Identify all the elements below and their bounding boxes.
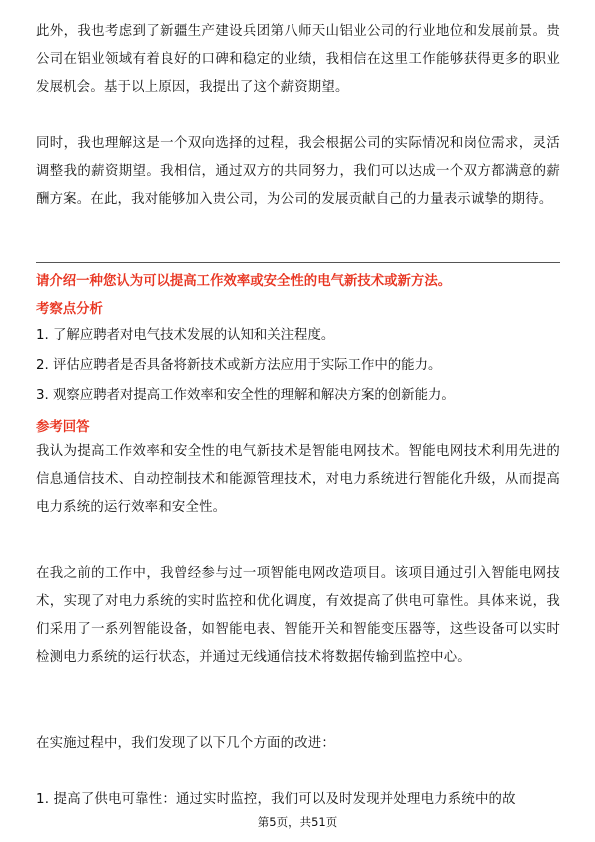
section-divider bbox=[36, 262, 560, 263]
answer-list-item: 1. 提高了供电可靠性：通过实时监控，我们可以及时发现并处理电力系统中的故 bbox=[36, 792, 516, 807]
analysis-item: 2. 评估应聘者是否具备将新技术或新方法应用于实际工作中的能力。 bbox=[36, 358, 442, 373]
answer-paragraph: 在我之前的工作中，我曾经参与过一项智能电网改造项目。该项目通过引入智能电网技术，实现了对电力系统的实时监控和优化调度，有效提高了供电可靠性。具体来说，我们采用了一系列智能设备，如智能电表、智能开关和智能变压器等，这些设备可以实时检测电力系统的运行状态，并通过无线通信技术将数据传输到监控中心。 bbox=[36, 566, 560, 665]
analysis-heading: 考察点分析 bbox=[36, 302, 103, 317]
page-number: 第5页，共51页 bbox=[257, 815, 338, 829]
question-title: 请介绍一种您认为可以提高工作效率或安全性的电气新技术或新方法。 bbox=[36, 274, 452, 289]
answer-heading: 参考回答 bbox=[36, 420, 90, 435]
analysis-item: 1. 了解应聘者对电气技术发展的认知和关注程度。 bbox=[36, 328, 335, 343]
answer-paragraph: 在实施过程中，我们发现了以下几个方面的改进： bbox=[36, 736, 335, 751]
answer-paragraph: 我认为提高工作效率和安全性的电气新技术是智能电网技术。智能电网技术利用先进的信息通信技术、自动控制技术和能源管理技术，对电力系统进行智能化升级，从而提高电力系统的运行效率和安全性。 bbox=[36, 444, 560, 515]
body-paragraph: 此外，我也考虑到了新疆生产建设兵团第八师天山铝业公司的行业地位和发展前景。贵公司在铝业领域有着良好的口碑和稳定的业绩，我相信在这里工作能够获得更多的职业发展机会。基于以上原因，我提出了这个薪资期望。 bbox=[36, 24, 560, 95]
body-paragraph: 同时，我也理解这是一个双向选择的过程，我会根据公司的实际情况和岗位需求，灵活调整我的薪资期望。我相信，通过双方的共同努力，我们可以达成一个双方都满意的薪酬方案。在此，我对能够加入贵公司，为公司的发展贡献自己的力量表示诚挚的期待。 bbox=[36, 136, 560, 207]
analysis-item: 3. 观察应聘者对提高工作效率和安全性的理解和解决方案的创新能力。 bbox=[36, 388, 455, 403]
